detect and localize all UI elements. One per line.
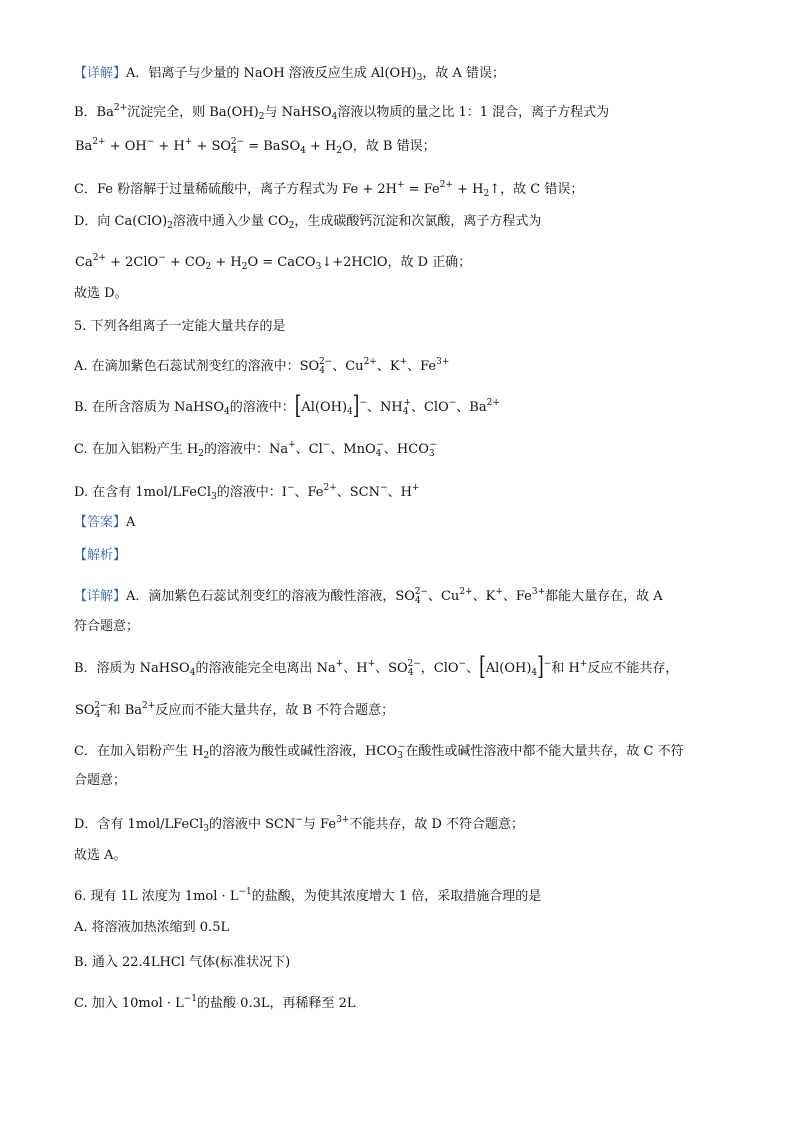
- q5-explain-b1: B．溶质为 NaHSO$_4$的溶液能完全电离出 Na+、H+、$SO_4^{2-}$，ClO−、$[Al(OH)_4]^-$和 H+反应不能共存，: [74, 652, 679, 682]
- q5-explain-c2: 合题意；: [74, 773, 127, 788]
- answer-tag: 【答案】: [74, 515, 127, 530]
- q5-option-b: B. 在所含溶质为 NaHSO$_4$的溶液中：$[Al(OH)_4]^-$、$NH_4^+$、ClO−、$Ba^{2+}$: [74, 391, 500, 421]
- detail-tag: 【详解】: [74, 66, 127, 81]
- q6-option-a: A. 将溶液加热浓缩到 0.5L: [74, 920, 230, 935]
- q5-answer: [74, 513, 135, 533]
- q6-option-b: B. 通入 22.4LHCl 气体(标准状况下): [74, 955, 291, 970]
- q5-explain-a2: 符合题意；: [74, 619, 140, 634]
- q6-option-c: C. 加入 $10mol \cdot L^{-1}$的盐酸 0.3L，再稀释至 2L: [74, 994, 356, 1011]
- q4-equation-b: $Ba^{2+} + OH^- + H^+ + SO_4^{2-}$ = BaSO$_4$ + $H_2O$，故 B 错误；: [75, 137, 436, 156]
- q5-explain-b2: $SO_4^{2-}$和 $Ba^{2+}$反应而不能大量共存，故 B 不符合题意；: [75, 701, 395, 720]
- q5-option-d: D. 在含有 1mol/LFeCl$_3$的溶液中：I−、$Fe^{2+}$、SCN−、H+: [74, 483, 420, 502]
- q5-option-a: A. 在滴加紫色石蕊试剂变红的溶液中：$SO_4^{2-}$、$Cu^{2+}$、K+、$Fe^{3+}$: [74, 357, 450, 376]
- q5-analysis-tag: 【解析】: [74, 548, 127, 563]
- q5-stem: 5. 下列各组离子一定能大量共存的是: [74, 319, 286, 334]
- q4-detail-a: 【详解】A．铝离子与少量的 NaOH 溶液反应生成 $Al(OH)_3$，故 A 错误；: [74, 66, 505, 83]
- q5-explain-d: D．含有 1mol/LFeCl$_3$的溶液中 SCN−与 $Fe^{3+}$不能共存，故 D 不符合题意；: [74, 815, 525, 834]
- q5-conclusion: 故选 A。: [74, 848, 127, 863]
- detail-tag: 【详解】: [74, 589, 127, 604]
- q5-explain-a1: 【详解】A．滴加紫色石蕊试剂变红的溶液为酸性溶液，$SO_4^{2-}$、$Cu^{2+}$、K+、$Fe^{3+}$都能大量存在，故 A: [74, 587, 663, 606]
- q5-explain-c1: C．在加入铝粉产生 $H_2$的溶液为酸性或碱性溶液，$HCO_3^-$在酸性或碱性溶液中都不能大量共存，故 C 不符: [74, 742, 684, 761]
- q4-detail-c: C．Fe 粉溶解于过量稀硫酸中，离子方程式为 $Fe + 2H^+ = Fe^{2+}$ + $H_2↑$，故 C 错误；: [74, 180, 584, 199]
- q4-conclusion: 故选 D。: [74, 286, 128, 301]
- q5-option-c: C. 在加入铝粉产生 $H_2$的溶液中：Na+、Cl−、MnO$_4$−、$HCO_3^-$: [74, 440, 438, 459]
- q4-equation-d: $Ca^{2+} + 2ClO^- + CO_2 + H_2O$ = CaCO$_3$↓+2HClO，故 D 正确；: [75, 253, 472, 272]
- answer-value: A: [126, 515, 136, 530]
- q4-detail-d1: D．向 $Ca(ClO)_2$溶液中通入少量 $CO_2$，生成碳酸钙沉淀和次氯酸，离子方程式为: [74, 214, 542, 231]
- q6-stem: 6. 现有 1L 浓度为 $1mol \cdot L^{-1}$的盐酸，为使其浓度增大 1 倍，采取措施合理的是: [74, 887, 542, 904]
- q4-detail-b1: B．$Ba^{2+}$沉淀完全，则 $Ba(OH)_2$与 NaHSO$_4$溶液以物质的量之比 1：1 混合，离子方程式为: [74, 103, 610, 122]
